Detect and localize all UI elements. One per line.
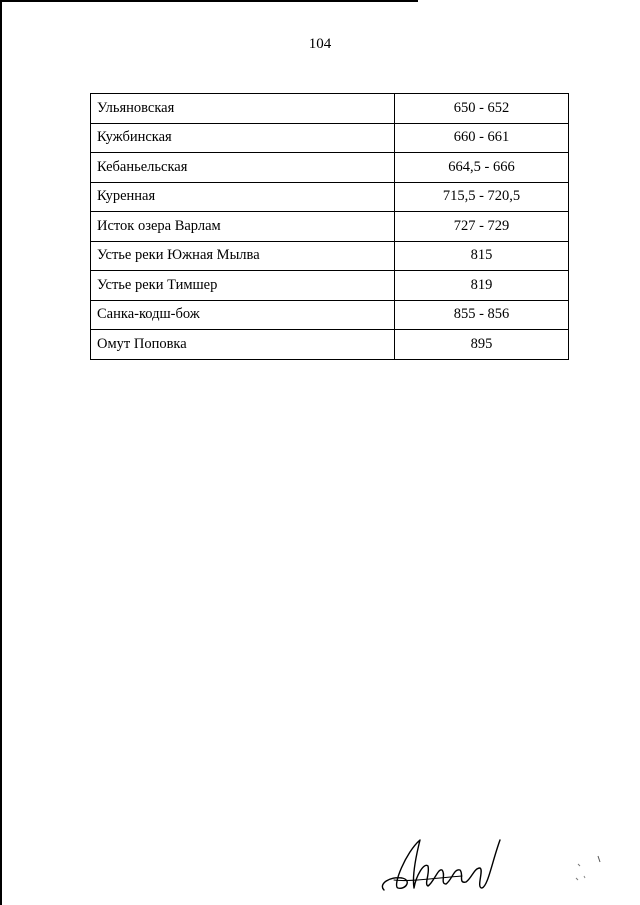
row-range-cell: 650 - 652 (395, 94, 569, 124)
row-range-cell: 855 - 856 (395, 300, 569, 330)
row-range-cell: 815 (395, 241, 569, 271)
table-row (91, 182, 569, 212)
table-row (91, 212, 569, 242)
row-name-cell: Устье реки Южная Мылва (91, 241, 395, 271)
row-name-cell: Омут Поповка (91, 330, 395, 360)
page-number: 104 (308, 36, 332, 52)
table-row (91, 241, 569, 271)
scan-marks-icon (572, 852, 612, 892)
row-name-cell: Кужбинская (91, 123, 395, 153)
row-name-cell: Ульяновская (91, 94, 395, 124)
scan-edge-left (0, 0, 2, 905)
row-range-cell: 727 - 729 (395, 212, 569, 242)
table-row (91, 123, 569, 153)
table-row (91, 300, 569, 330)
table-row (91, 330, 569, 360)
row-range-cell: 819 (395, 271, 569, 301)
row-range-cell: 660 - 661 (395, 123, 569, 153)
row-name-cell: Куренная (91, 182, 395, 212)
row-range-cell: 715,5 - 720,5 (395, 182, 569, 212)
row-name-cell: Санка-кодш-бож (91, 300, 395, 330)
table-row (91, 94, 569, 124)
row-name-cell: Кебаньельская (91, 153, 395, 183)
row-range-cell: 895 (395, 330, 569, 360)
table-row (91, 271, 569, 301)
row-range-cell: 664,5 - 666 (395, 153, 569, 183)
table-row (91, 153, 569, 183)
row-name-cell: Исток озера Варлам (91, 212, 395, 242)
locations-table (90, 93, 569, 360)
scan-edge-top (0, 0, 418, 2)
row-name-cell: Устье реки Тимшер (91, 271, 395, 301)
signature-icon (376, 832, 506, 898)
